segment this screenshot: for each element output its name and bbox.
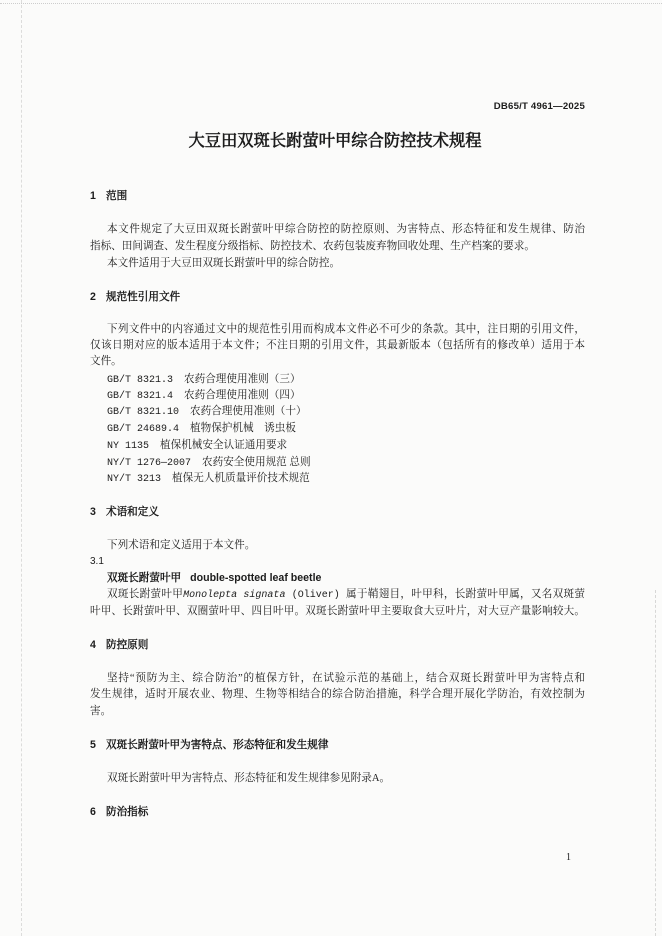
reference-code: GB/T 8321.10 bbox=[107, 407, 180, 418]
definition-lead: 双斑长跗萤叶甲 bbox=[107, 589, 184, 600]
reference-item bbox=[107, 438, 287, 455]
paragraph-line: 指标、田间调查、发生程度分级指标、防控技术、农药包装废弃物回收处理、生产档案的要求。 bbox=[90, 241, 535, 252]
reference-title: 植保无人机质量评价技术规范 bbox=[172, 473, 310, 484]
scientific-name: Monolepta signata bbox=[183, 590, 286, 601]
reference-item bbox=[107, 471, 310, 488]
paragraph-line: 发生规律，适时开展农业、物理、生物等相结合的综合防治措施，科学合理开展化学防治，有效控制为 bbox=[90, 689, 585, 700]
section-heading bbox=[90, 188, 127, 204]
reference-title: 农药合理使用准则（三） bbox=[184, 374, 301, 385]
section-number: 3 bbox=[90, 506, 96, 518]
reference-title: 农药合理使用准则（四） bbox=[184, 390, 301, 401]
document-code: DB65/T 4961—2025 bbox=[493, 101, 585, 112]
paragraph-line: 害。 bbox=[90, 706, 112, 717]
section-number: 6 bbox=[90, 806, 96, 818]
reference-title: 植保机械安全认证通用要求 bbox=[160, 440, 288, 451]
reference-title: 农药合理使用准则（十） bbox=[190, 406, 307, 417]
reference-item bbox=[107, 372, 301, 389]
term-entry bbox=[107, 570, 321, 586]
section-heading bbox=[90, 637, 148, 653]
reference-code: NY/T 1276—2007 bbox=[107, 458, 192, 469]
reference-code: NY 1135 bbox=[107, 441, 150, 452]
section-number: 2 bbox=[90, 291, 96, 303]
section-heading bbox=[90, 804, 148, 820]
section-title: 双斑长跗萤叶甲为害特点、形态特征和发生规律 bbox=[106, 739, 329, 751]
reference-title: 植物保护机械 诱虫板 bbox=[190, 423, 296, 434]
section-title: 术语和定义 bbox=[106, 506, 159, 518]
paragraph-line: 文件。 bbox=[90, 356, 122, 367]
page-number: 1 bbox=[566, 852, 571, 863]
section-number: 4 bbox=[90, 639, 96, 651]
section-title: 范围 bbox=[106, 190, 128, 202]
term-name-en: double-spotted leaf beetle bbox=[190, 572, 322, 584]
paragraph-line: 本文件规定了大豆田双斑长跗萤叶甲综合防控的防控原则、为害特点、形态特征和发生规律、防治 bbox=[107, 224, 585, 235]
section-heading bbox=[90, 289, 180, 305]
reference-code: GB/T 8321.3 bbox=[107, 375, 174, 386]
paragraph-line: 双斑长跗萤叶甲为害特点、形态特征和发生规律参见附录A。 bbox=[107, 773, 391, 784]
definition-text: 属于鞘翅目，叶甲科，长跗萤叶甲属，又名双斑萤 bbox=[346, 589, 586, 600]
reference-code: GB/T 24689.4 bbox=[107, 424, 180, 435]
paragraph-line: 仅该日期对应的版本适用于本文件；不注日期的引用文件，其最新版本（包括所有的修改单）适用于本 bbox=[90, 340, 585, 351]
reference-item bbox=[107, 455, 311, 472]
section-heading bbox=[90, 504, 159, 520]
section-title: 规范性引用文件 bbox=[106, 291, 181, 303]
section-heading bbox=[90, 737, 328, 753]
reference-item bbox=[107, 388, 301, 405]
reference-code: NY/T 3213 bbox=[107, 474, 162, 485]
taxon-authority: (Oliver) bbox=[285, 590, 347, 601]
paragraph-line: 下列文件中的内容通过文中的规范性引用而构成本文件必不可少的条款。其中，注日期的引用文件， bbox=[107, 324, 585, 335]
scan-edge-top bbox=[0, 3, 662, 4]
section-title: 防治指标 bbox=[106, 806, 149, 818]
paragraph-line: 本文件适用于大豆田双斑长跗萤叶甲的综合防控。 bbox=[107, 258, 341, 269]
paragraph-line: 坚持“预防为主、综合防治”的植保方针，在试验示范的基础上，结合双斑长跗萤叶甲为害特点和 bbox=[107, 673, 585, 684]
section-number: 5 bbox=[90, 739, 96, 751]
reference-item bbox=[107, 404, 307, 421]
definition-line bbox=[107, 587, 585, 603]
document-title: 大豆田双斑长跗萤叶甲综合防控技术规程 bbox=[188, 132, 482, 150]
paragraph-line: 下列术语和定义适用于本文件。 bbox=[107, 540, 256, 551]
section-title: 防控原则 bbox=[106, 639, 149, 651]
reference-item bbox=[107, 421, 296, 438]
definition-line: 叶甲、长跗萤叶甲、双圈萤叶甲、四目叶甲。双斑长跗萤叶甲主要取食大豆叶片，对大豆产量影响较大。 bbox=[90, 606, 585, 617]
clause-number: 3.1 bbox=[90, 556, 104, 567]
reference-title: 农药安全使用规范 总则 bbox=[202, 457, 311, 468]
section-number: 1 bbox=[90, 190, 96, 202]
reference-code: GB/T 8321.4 bbox=[107, 391, 174, 402]
term-name-zh: 双斑长跗萤叶甲 bbox=[107, 572, 182, 584]
scan-edge-right bbox=[655, 590, 656, 936]
